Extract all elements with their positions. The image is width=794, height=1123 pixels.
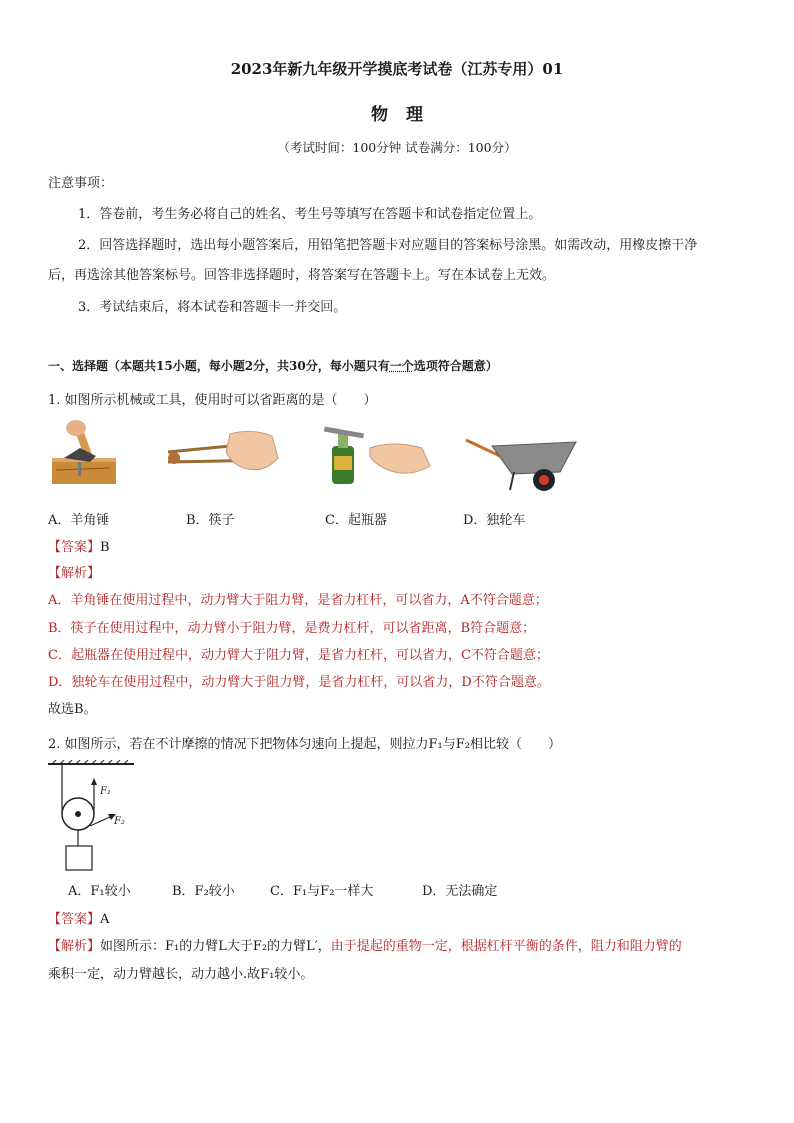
q1-stem: 1. 如图所示机械或工具，使用时可以省距离的是（ ） <box>48 393 377 408</box>
q2-option-c: C．F₁与F₂一样大 <box>270 884 374 899</box>
q2-stem: 2. 如图所示，若在不计摩擦的情况下把物体匀速向上提起，则拉力F₁与F₂相比较（ ） <box>48 737 561 752</box>
q1-option-d: D．独轮车 <box>463 513 526 528</box>
notice-item-1: 1．答卷前，考生务必将自己的姓名、考生号等填写在答题卡和试卷指定位置上。 <box>78 207 542 222</box>
exam-time-info: （考试时间：100分钟 试卷满分：100分） <box>277 140 517 155</box>
pulley-figure <box>46 760 136 872</box>
f1-label: F₁ <box>100 786 111 797</box>
section1-heading-post: 选项符合题意） <box>413 359 498 373</box>
bottle-opener-image <box>318 426 434 486</box>
q1-analysis-a: A．羊角锤在使用过程中，动力臂大于阻力臂，是省力杠杆，可以省力，A不符合题意； <box>48 593 548 608</box>
q2-analysis-line2: 乘积一定，动力臂越长，动力越小.故F₁较小。 <box>48 967 314 982</box>
q1-answer-value: B <box>100 540 110 555</box>
q2-analysis-black: 如图所示：F₁的力臂L大于F₂的力臂L′， <box>100 939 331 954</box>
q1-analysis-c: C．起瓶器在使用过程中，动力臂大于阻力臂，是省力杠杆，可以省力，C不符合题意； <box>48 648 549 663</box>
q1-answer-tag: 【答案】 <box>48 540 101 555</box>
wheelbarrow-image <box>464 432 582 494</box>
q2-option-b: B．F₂较小 <box>172 884 235 899</box>
notice-item-3: 3．考试结束后，将本试卷和答题卡一并交回。 <box>78 300 347 315</box>
q2-answer-value: A <box>100 912 110 927</box>
q1-conclusion: 故选B。 <box>48 702 97 717</box>
notice-heading: 注意事项： <box>48 176 114 191</box>
claw-hammer-image <box>50 418 120 486</box>
q1-analysis-tag: 【解析】 <box>48 566 101 581</box>
q2-option-a: A．F₁较小 <box>68 884 131 899</box>
q2-answer <box>48 908 109 927</box>
q1-option-c: C．起瓶器 <box>325 513 387 528</box>
section1-heading-pre: 一、选择题（本题共15小题，每小题2分，共30分，每小题只有 <box>48 359 390 373</box>
chopsticks-image <box>160 428 280 478</box>
notice-item-2-line1: 2．回答选择题时，选出每小题答案后，用铅笔把答题卡对应题目的答案标号涂黑。如需改动，用橡皮擦干净 <box>78 238 698 253</box>
page-title: 2023年新九年级开学摸底考试卷（江苏专用）01 <box>230 60 564 78</box>
section1-heading-emphasis: 一个 <box>389 359 414 373</box>
q2-option-d: D．无法确定 <box>422 884 498 899</box>
notice-item-2-line2: 后，再选涂其他答案标号。回答非选择题时，将答案写在答题卡上。写在本试卷上无效。 <box>48 268 556 283</box>
q1-option-a: A．羊角锤 <box>48 513 110 528</box>
q2-analysis-tag: 【解析】 <box>48 939 101 954</box>
q1-analysis-b: B．筷子在使用过程中，动力臂小于阻力臂，是费力杠杆，可以省距离，B符合题意； <box>48 621 536 636</box>
q2-analysis-red: 由于提起的重物一定，根据杠杆平衡的条件，阻力和阻力臂的 <box>330 939 682 954</box>
subject-title: 物理 <box>371 105 441 125</box>
q2-answer-tag: 【答案】 <box>48 912 101 927</box>
q2-analysis-line1 <box>48 935 682 954</box>
q1-analysis-d: D．独轮车在使用过程中，动力臂大于阻力臂，是省力杠杆，可以省力，D不符合题意。 <box>48 675 550 690</box>
q1-option-b: B．筷子 <box>186 513 235 528</box>
q1-answer <box>48 536 110 555</box>
f2-label: F₂ <box>114 816 125 827</box>
section1-heading <box>48 357 498 374</box>
